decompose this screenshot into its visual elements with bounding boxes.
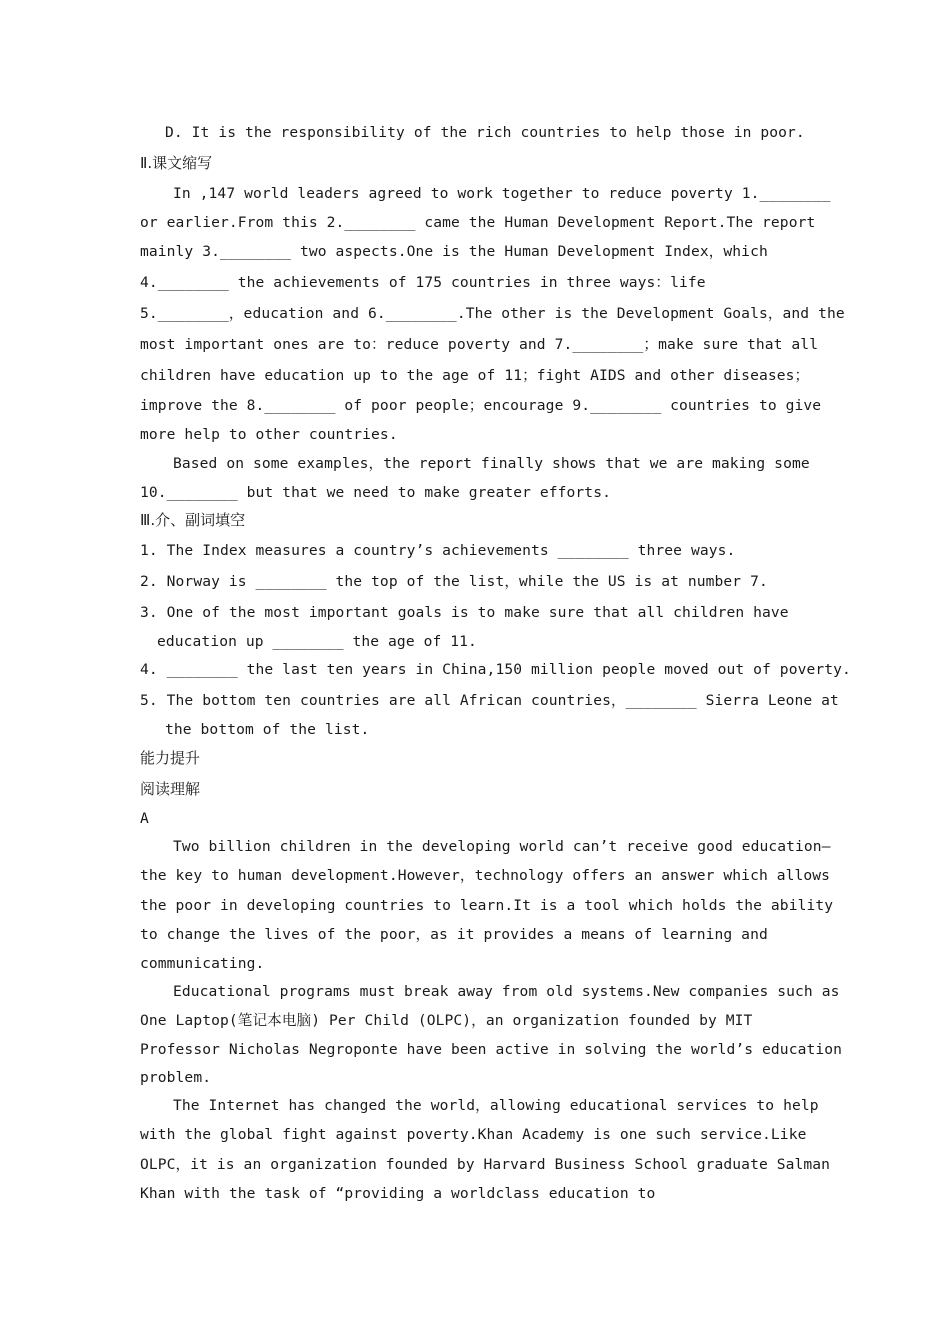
- passage-label: A: [140, 810, 149, 827]
- passage-line: The Internet has changed the world，allowing educational services to help: [173, 1097, 819, 1114]
- fill-blank-item: 5. The bottom ten countries are all African countries，________ Sierra Leone at: [140, 692, 839, 709]
- summary-line: 4.________ the achievements of 175 countries in three ways：life: [140, 274, 706, 291]
- fill-blank-item-continued: the bottom of the list.: [165, 721, 370, 738]
- ability-heading: 能力提升: [140, 749, 201, 767]
- section-2-title: Ⅱ.课文缩写: [140, 154, 213, 172]
- summary-line: Based on some examples，the report finally shows that we are making some: [173, 455, 810, 472]
- fill-blank-item: 1. The Index measures a country’s achievements ________ three ways.: [140, 542, 736, 559]
- summary-line: improve the 8.________ of poor people；encourage 9.________ countries to give: [140, 397, 822, 414]
- section-3-title: Ⅲ.介、副词填空: [140, 511, 246, 529]
- passage-line: communicating.: [140, 955, 265, 972]
- fill-blank-item: 3. One of the most important goals is to make sure that all children have: [140, 604, 789, 621]
- passage-line: Professor Nicholas Negroponte have been active in solving the world’s education: [140, 1041, 843, 1058]
- passage-line: the key to human development.However，technology offers an answer which allows: [140, 867, 831, 884]
- summary-line: children have education up to the age of 11；fight AIDS and other diseases；: [140, 367, 810, 384]
- fill-blank-item-continued: education up ________ the age of 11.: [157, 633, 477, 650]
- passage-line: One Laptop(笔记本电脑) Per Child (OLPC)，an organization founded by MIT: [140, 1012, 753, 1029]
- fill-blank-item: 2. Norway is ________ the top of the list，while the US is at number 7.: [140, 573, 768, 590]
- option-d: D. It is the responsibility of the rich countries to help those in poor.: [165, 124, 805, 141]
- summary-line: or earlier.From this 2.________ came the Human Development Report.The report: [140, 214, 816, 231]
- passage-line: the poor in developing countries to learn.It is a tool which holds the ability: [140, 897, 834, 914]
- passage-line: problem.: [140, 1069, 212, 1086]
- summary-line: most important ones are to：reduce poverty and 7.________；make sure that all: [140, 336, 819, 353]
- passage-line: OLPC，it is an organization founded by Harvard Business School graduate Salman: [140, 1156, 831, 1173]
- summary-line: more help to other countries.: [140, 426, 398, 443]
- passage-line: to change the lives of the poor，as it provides a means of learning and: [140, 926, 768, 943]
- passage-line: Two billion children in the developing world can’t receive good education—: [173, 838, 831, 855]
- summary-line: 10.________ but that we need to make greater efforts.: [140, 484, 611, 501]
- fill-blank-item: 4. ________ the last ten years in China,150 million people moved out of poverty.: [140, 661, 851, 678]
- passage-line: Educational programs must break away from old systems.New companies such as: [173, 983, 840, 1000]
- passage-line: Khan with the task of “providing a worldclass education to: [140, 1185, 656, 1202]
- reading-heading: 阅读理解: [140, 780, 201, 798]
- summary-line: In ,147 world leaders agreed to work together to reduce poverty 1.________: [173, 185, 831, 202]
- summary-line: mainly 3.________ two aspects.One is the Human Development Index，which: [140, 243, 768, 260]
- summary-line: 5.________，education and 6.________.The other is the Development Goals，and the: [140, 305, 845, 322]
- passage-line: with the global fight against poverty.Khan Academy is one such service.Like: [140, 1126, 807, 1143]
